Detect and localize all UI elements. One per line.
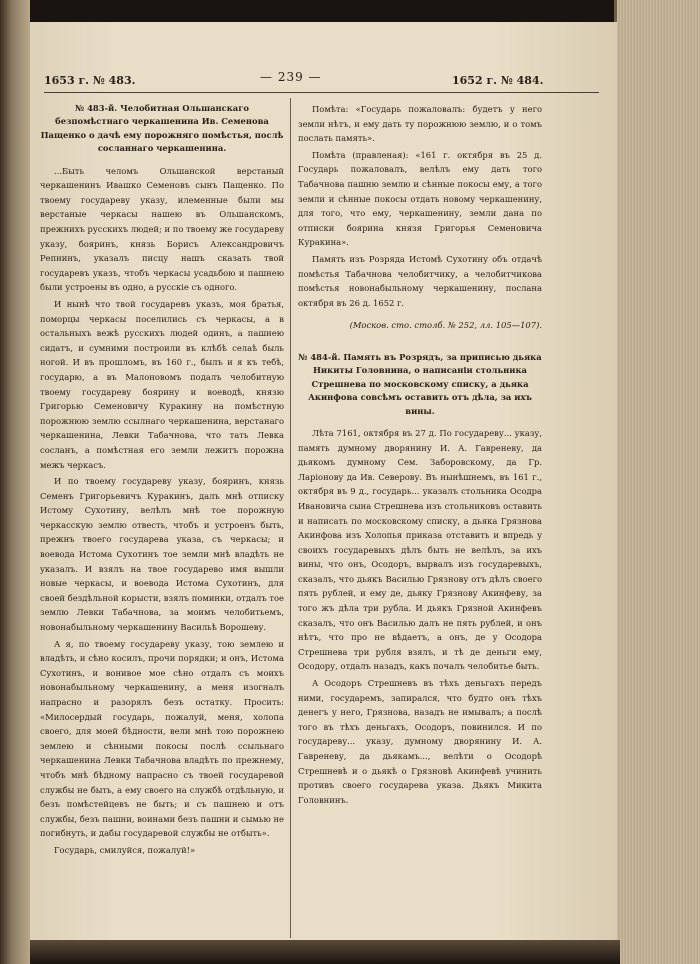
paragraph: Государь, смилуйся, пожалуй!» — [54, 844, 196, 855]
header-rule — [44, 92, 599, 93]
paragraph: Память изъ Розряда Истомѣ Сухотину объ отдачѣ помѣстья Табачнова челобитчику, а челобитчикова помѣстья новонабыльному черкашенину, послана октября въ 26 д. 1652 г. — [298, 253, 542, 308]
bottom-shadow — [30, 940, 620, 964]
paragraph: А я, по твоему государеву указу, тою землею и владѣть, и сѣно косилъ, прочи порядки; и онъ, Истома Сухотинъ, и вонивое мое сѣно отдалъ съ моихъ новонабыльному черкашенину, а меня изогналъ напрасно и разорялъ безъ остатку. Просить: «Милосердый государь, пожалуй, меня, холопа своего, для моей бѣдности, вели мнѣ тою порожнею землею и сѣнными покосы послѣ ссыльнаго черкашенина Левки Табачнова владѣть по прежнему, чтобъ мнѣ бѣдному напрасно съ твоей государевой службы не быть, а ему своего на службѣ отдѣльную, и безъ помѣстейцевъ не быть; и съ пашнею и отъ службы, безъ пашни, воинами безъ пашни и сымью не погибнуть, и дабы государевой службы не отбыть». — [40, 638, 284, 839]
document-483-heading: № 483-й. Челобитная Ольшанскаго безпомѣстнаго черкашенина Ив. Семенова Пащенко о дачѣ ему порожняго помѣстья, послѣ сосланнаго черкашенина. — [40, 103, 284, 154]
column-divider — [290, 98, 291, 938]
paragraph: А Осодоръ Стрешневъ въ тѣхъ деньгахъ передъ ними, государемъ, запирался, что будто онъ тѣхъ денегъ у него, Грязнова, назадъ не имывалъ; а послѣ того въ тѣхъ деньгахъ, Осодоръ, повинился. И по государеву... указу, думному дворянину И. А. Гавреневу, да дьякамъ..., велѣти о Осодорѣ Стрешневѣ и о дьякѣ о Грязновѣ Акинфевѣ учинить противъ своего государева указа. Дьякъ Микита Головнинъ. — [298, 678, 542, 805]
paragraph: Помѣта (правленая): «161 г. октября въ 25 д. Государь пожаловалъ, велѣлъ ему дать того Табачнова пашню землю и сѣнные покосы ему, а того земли и сѣнные покосы отдать новому черкашенину, для того, что ему, черкашенину, земли дана по отписки боярина князя Григорья Семеновича Куракина». — [298, 149, 542, 248]
paragraph: Помѣта: «Государь пожаловалъ: будетъ у него земли нѣтъ, и ему дать ту порожнюю землю, и о томъ послать память». — [298, 104, 542, 144]
paragraph: Лѣта 7161, октября въ 27 д. По государеву... указу, память думному дворянину И. А. Гавреневу, да дьякомъ думному Сем. Заборовскому, да Гр. Ларіонову да Ив. Северову. Въ нынѣшнемъ, въ 161 г., октября въ 9 д., государь... указалъ стольника Осодра Ивановича сына Стрешнева изъ стольниковъ оставить и написать по московскому списку, а дьяка Грязнова Акинфова изъ Холопья приказа отставить и впредь у своихъ государевыхъ дѣлъ быть не велѣлъ, за ихъ вины, что онъ, Осодоръ, вырвалъ изъ государевыхъ, сказалъ, что дьякъ Василью Грязнову отъ дѣлъ своего пять рублей, и ему де, дьяку Грязнову Акинфеву, за того жъ дѣла три рубла. И дьякъ Грязной Акинфевъ сказалъ, что онъ Василью далъ не пять рублей, и онъ нѣтъ, что про не вѣдаетъ, а онъ, де у Осодора Стрешнева три рубля взялъ, и тѣ де деньги ему, Осодору, отдалъ назадъ, какъ почалъ челобитье быть. — [298, 427, 542, 672]
page-block-edge — [614, 0, 700, 964]
paragraph: И по твоему государеву указу, бояринъ, князь Семенъ Григорьевичъ Куракинъ, далъ мнѣ отписку Истому Сухотину, велѣлъ мнѣ тое порожную черкасскую землю отвесть, чтобъ и устроенъ быть, прежнъ твоего государева указа, съ черкасы; и воевода Истома Сухотинъ тое земли мнѣ владѣть не указалъ. И взялъ на твое государево имя вышли новые черкасы, и воевода Истома Сухотинъ, для своей бездѣльной корысти, взялъ поминки, отдалъ тое землю Левки Табачнова, за моимъ челобитьемъ, новонабыльному черкашенину Васильѣ Ворошеву. — [40, 476, 284, 633]
page-number: — 239 — — [260, 70, 322, 84]
header-left: 1653 г. № 483. — [44, 74, 136, 87]
right-column — [298, 102, 542, 809]
document-484-heading: № 484-й. Память въ Розрядъ, за приписью дьяка Никиты Головнина, о написаніи стольника Стрешнева по московскому списку, а дьяка Акинфова совсѣмъ оставить отъ дѣла, за ихъ вины. — [298, 351, 542, 416]
left-column — [40, 102, 284, 860]
paragraph: ...Быть челомъ Ольшанской верстаный черкашенинъ Ивашко Семеновъ сынъ Пащенко. По твоему государеву указу, илеменные были мы верстаные черкасы нашею въ Ольшанскомъ, прежнихъ русскихъ людей; и по твоему же государеву указу, бояринъ, князь Борисъ Александровичъ Репнинъ, указалъ писцу нашъ сказать твой государевъ указъ, чтобъ черкасы усадьбою и пашнею были устроены въ одно, а русскіе съ одного. — [40, 165, 284, 293]
book-page — [30, 22, 617, 957]
header-right: 1652 г. № 484. — [452, 74, 544, 87]
paragraph: И нынѣ что твой государевъ указъ, моя братья, поморцы черкасы поселились съ черкасы, а в остальныхъ вежѣ русскихъ людей одинъ, а пашнею сидатъ, и сумними построили въ клѣбѣ селаѣ быль ногой. И въ прошломъ, въ 160 г., былъ и я къ тебѣ, государю, а въ Малоновомъ подалъ челобитную твоему государеву боярину и воеводѣ, князю Григорью Семеновичу Куракину на помѣстную порожнюю землю ссылнаго черкашенина, верстанаго черкашенина, Левки Табачнова, что тать Левка сосланъ, а помѣстная его земли лежитъ порожна межъ черкасъ. — [40, 298, 284, 470]
left-page-edge — [0, 0, 30, 964]
source-citation: (Москов. сто. столб. № 252, лл. 105—107). — [349, 320, 542, 331]
